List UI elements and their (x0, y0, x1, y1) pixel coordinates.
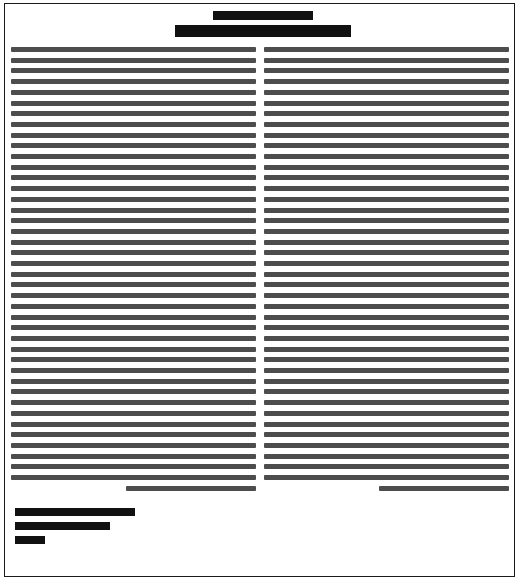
text-line (11, 143, 256, 148)
text-line (264, 90, 509, 95)
text-line (11, 122, 256, 127)
text-line (11, 208, 256, 213)
text-line (264, 47, 509, 52)
text-line (264, 111, 509, 116)
text-line (11, 197, 256, 202)
text-line (11, 304, 256, 309)
text-line (264, 208, 509, 213)
text-line (11, 443, 256, 448)
text-line (11, 325, 256, 330)
text-line (264, 304, 509, 309)
text-line (11, 357, 256, 362)
text-line (264, 175, 509, 180)
text-line (264, 368, 509, 373)
text-line (264, 389, 509, 394)
text-line (11, 272, 256, 277)
text-line (11, 47, 256, 52)
text-line (264, 197, 509, 202)
text-line (264, 165, 509, 170)
text-line (11, 261, 256, 266)
text-line (264, 261, 509, 266)
text-line (11, 133, 256, 138)
text-column-left (11, 44, 256, 494)
text-line (264, 101, 509, 106)
text-line (11, 90, 256, 95)
text-line (264, 133, 509, 138)
text-line (11, 368, 256, 373)
text-line (11, 218, 256, 223)
text-line (11, 79, 256, 84)
signature-line (15, 536, 45, 544)
text-line (264, 272, 509, 277)
text-line (11, 154, 256, 159)
text-line (264, 464, 509, 469)
text-line (264, 282, 509, 287)
text-line (11, 68, 256, 73)
text-line (264, 400, 509, 405)
notice-title (175, 25, 351, 37)
text-line (11, 464, 256, 469)
text-line (11, 58, 256, 63)
text-line (264, 218, 509, 223)
text-line (11, 229, 256, 234)
text-line (264, 122, 509, 127)
text-line (11, 111, 256, 116)
text-line (264, 293, 509, 298)
text-line (264, 336, 509, 341)
text-column-right (264, 44, 509, 494)
text-line (264, 347, 509, 352)
text-line (264, 143, 509, 148)
text-line (264, 422, 509, 427)
notice-body (11, 44, 509, 494)
text-line (264, 325, 509, 330)
text-line (11, 400, 256, 405)
text-line (264, 443, 509, 448)
text-line (11, 282, 256, 287)
text-line (264, 315, 509, 320)
text-line (11, 293, 256, 298)
text-line (11, 379, 256, 384)
auction-notice (4, 3, 515, 577)
text-line (11, 175, 256, 180)
text-line (11, 101, 256, 106)
text-line (264, 240, 509, 245)
text-line (126, 486, 256, 491)
text-line (264, 250, 509, 255)
text-line (11, 165, 256, 170)
notice-header-line (213, 11, 313, 20)
text-line (264, 454, 509, 459)
text-line (264, 432, 509, 437)
text-line (11, 389, 256, 394)
text-line (264, 411, 509, 416)
text-line (11, 454, 256, 459)
text-line (11, 240, 256, 245)
text-line (11, 315, 256, 320)
text-line (264, 475, 509, 480)
text-line (379, 486, 509, 491)
text-line (11, 422, 256, 427)
text-line (264, 154, 509, 159)
text-line (264, 58, 509, 63)
text-line (264, 79, 509, 84)
text-line (264, 357, 509, 362)
text-line (11, 432, 256, 437)
text-line (264, 379, 509, 384)
text-line (11, 186, 256, 191)
text-line (11, 336, 256, 341)
text-line (264, 68, 509, 73)
text-line (11, 475, 256, 480)
text-line (264, 186, 509, 191)
text-line (11, 411, 256, 416)
text-line (11, 347, 256, 352)
signature-line (15, 508, 135, 516)
signature-line (15, 522, 110, 530)
text-line (11, 250, 256, 255)
text-line (264, 229, 509, 234)
